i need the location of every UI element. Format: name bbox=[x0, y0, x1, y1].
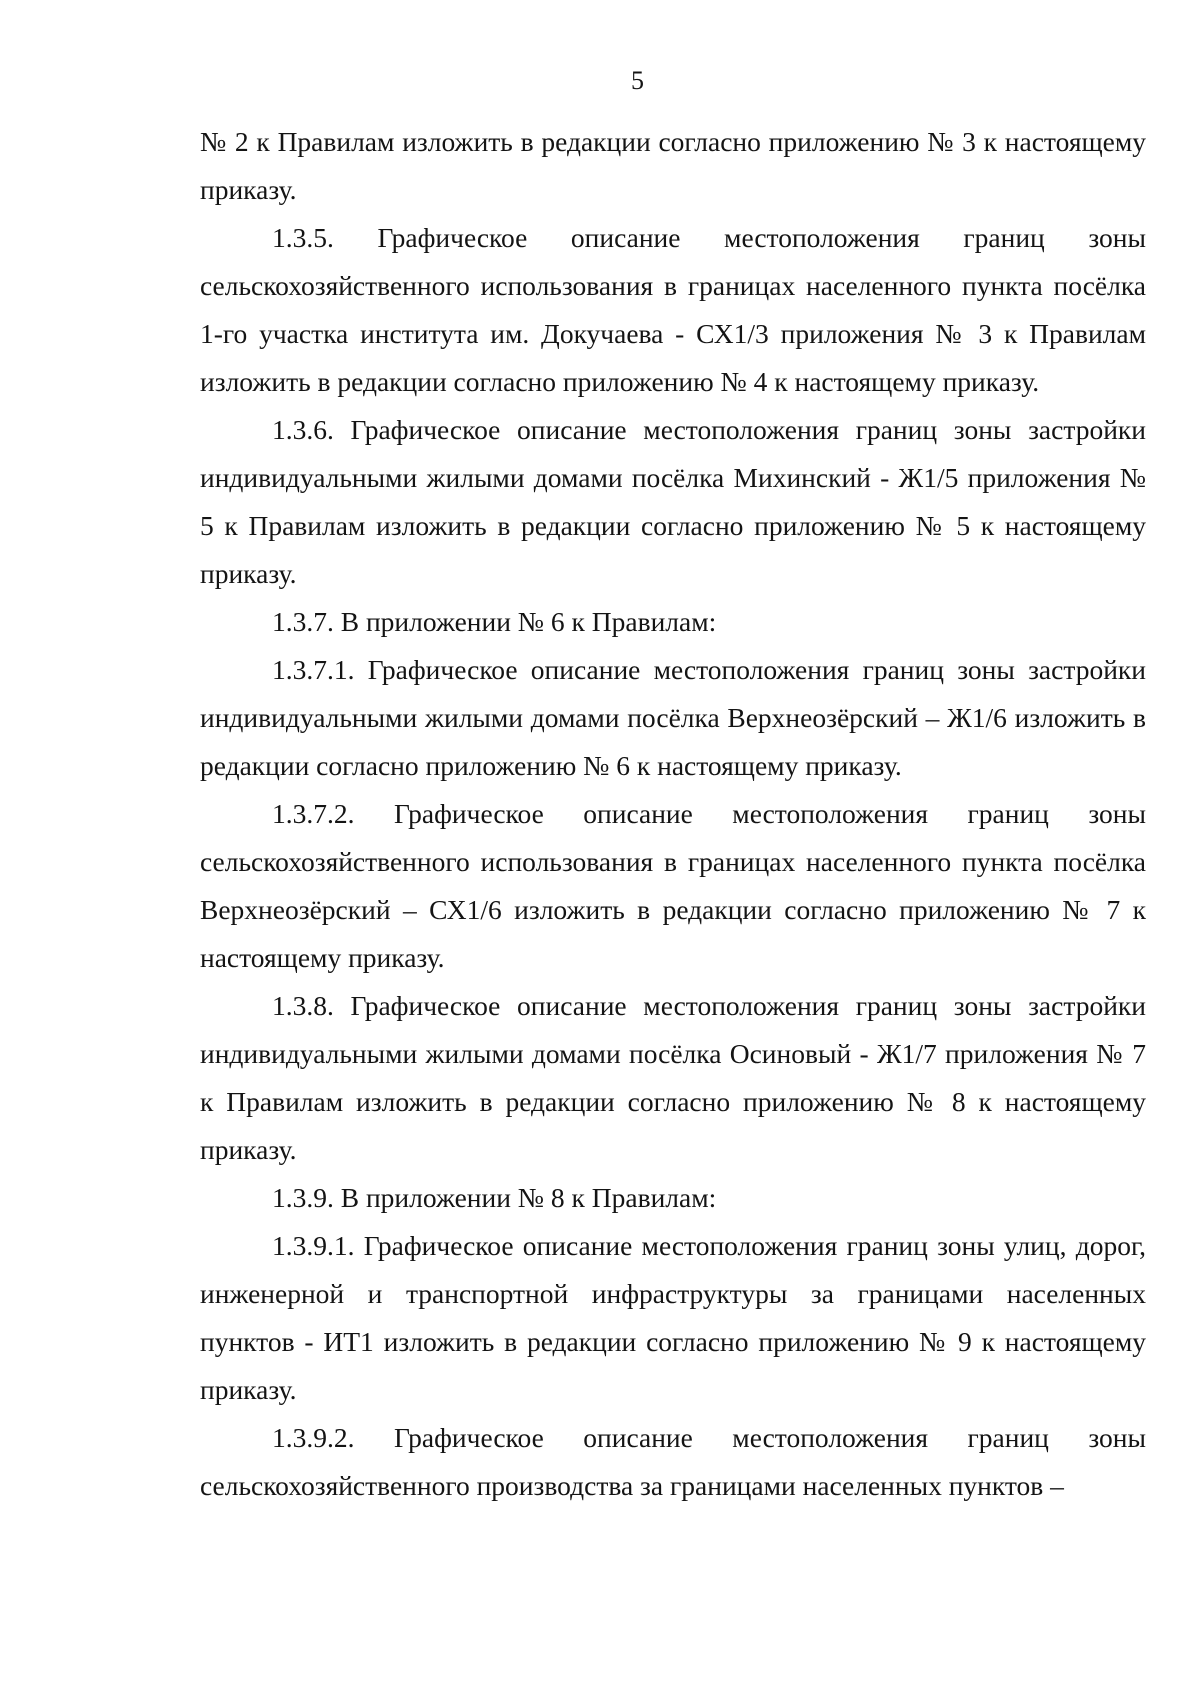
paragraph-1-3-6: 1.3.6. Графическое описание местоположения границ зоны застройки индивидуальными жилыми домами посёлка Михинский - Ж1/5 приложения № 5 к Правилам изложить в редакции согласно приложению № 5 к настоящему приказу. bbox=[200, 414, 1146, 589]
paragraph-1-3-8: 1.3.8. Графическое описание местоположения границ зоны застройки индивидуальными жилыми домами посёлка Осиновый - Ж1/7 приложения № 7 к Правилам изложить в редакции согласно приложению № 8 к настоящему приказу. bbox=[200, 990, 1146, 1165]
paragraph-1-3-7-1: 1.3.7.1. Графическое описание местоположения границ зоны застройки индивидуальными жилыми домами посёлка Верхнеозёрский – Ж1/6 изложить в редакции согласно приложению № 6 к настоящему приказу. bbox=[200, 654, 1146, 781]
paragraph-continuation: № 2 к Правилам изложить в редакции согласно приложению № 3 к настоящему приказу. bbox=[200, 126, 1146, 205]
paragraph-1-3-9: 1.3.9. В приложении № 8 к Правилам: bbox=[272, 1182, 717, 1213]
document-body bbox=[200, 118, 1146, 1510]
paragraph-1-3-9-2: 1.3.9.2. Графическое описание местоположения границ зоны сельскохозяйственного производства за границами населенных пунктов – bbox=[200, 1422, 1146, 1501]
paragraph-1-3-7: 1.3.7. В приложении № 6 к Правилам: bbox=[272, 606, 717, 637]
paragraph-1-3-9-1: 1.3.9.1. Графическое описание местоположения границ зоны улиц, дорог, инженерной и транспортной инфраструктуры за границами населенных пунктов - ИТ1 изложить в редакции согласно приложению № 9 к настоящему приказу. bbox=[200, 1230, 1146, 1405]
page-number: 5 bbox=[631, 66, 644, 95]
paragraph-1-3-7-2: 1.3.7.2. Графическое описание местоположения границ зоны сельскохозяйственного использования в границах населенного пункта посёлка Верхнеозёрский – СХ1/6 изложить в редакции согласно приложению № 7 к настоящему приказу. bbox=[200, 798, 1146, 973]
paragraph-1-3-5: 1.3.5. Графическое описание местоположения границ зоны сельскохозяйственного использования в границах населенного пункта посёлка 1-го участка института им. Докучаева - СХ1/3 приложения № 3 к Правилам изложить в редакции согласно приложению № 4 к настоящему приказу. bbox=[200, 222, 1146, 397]
